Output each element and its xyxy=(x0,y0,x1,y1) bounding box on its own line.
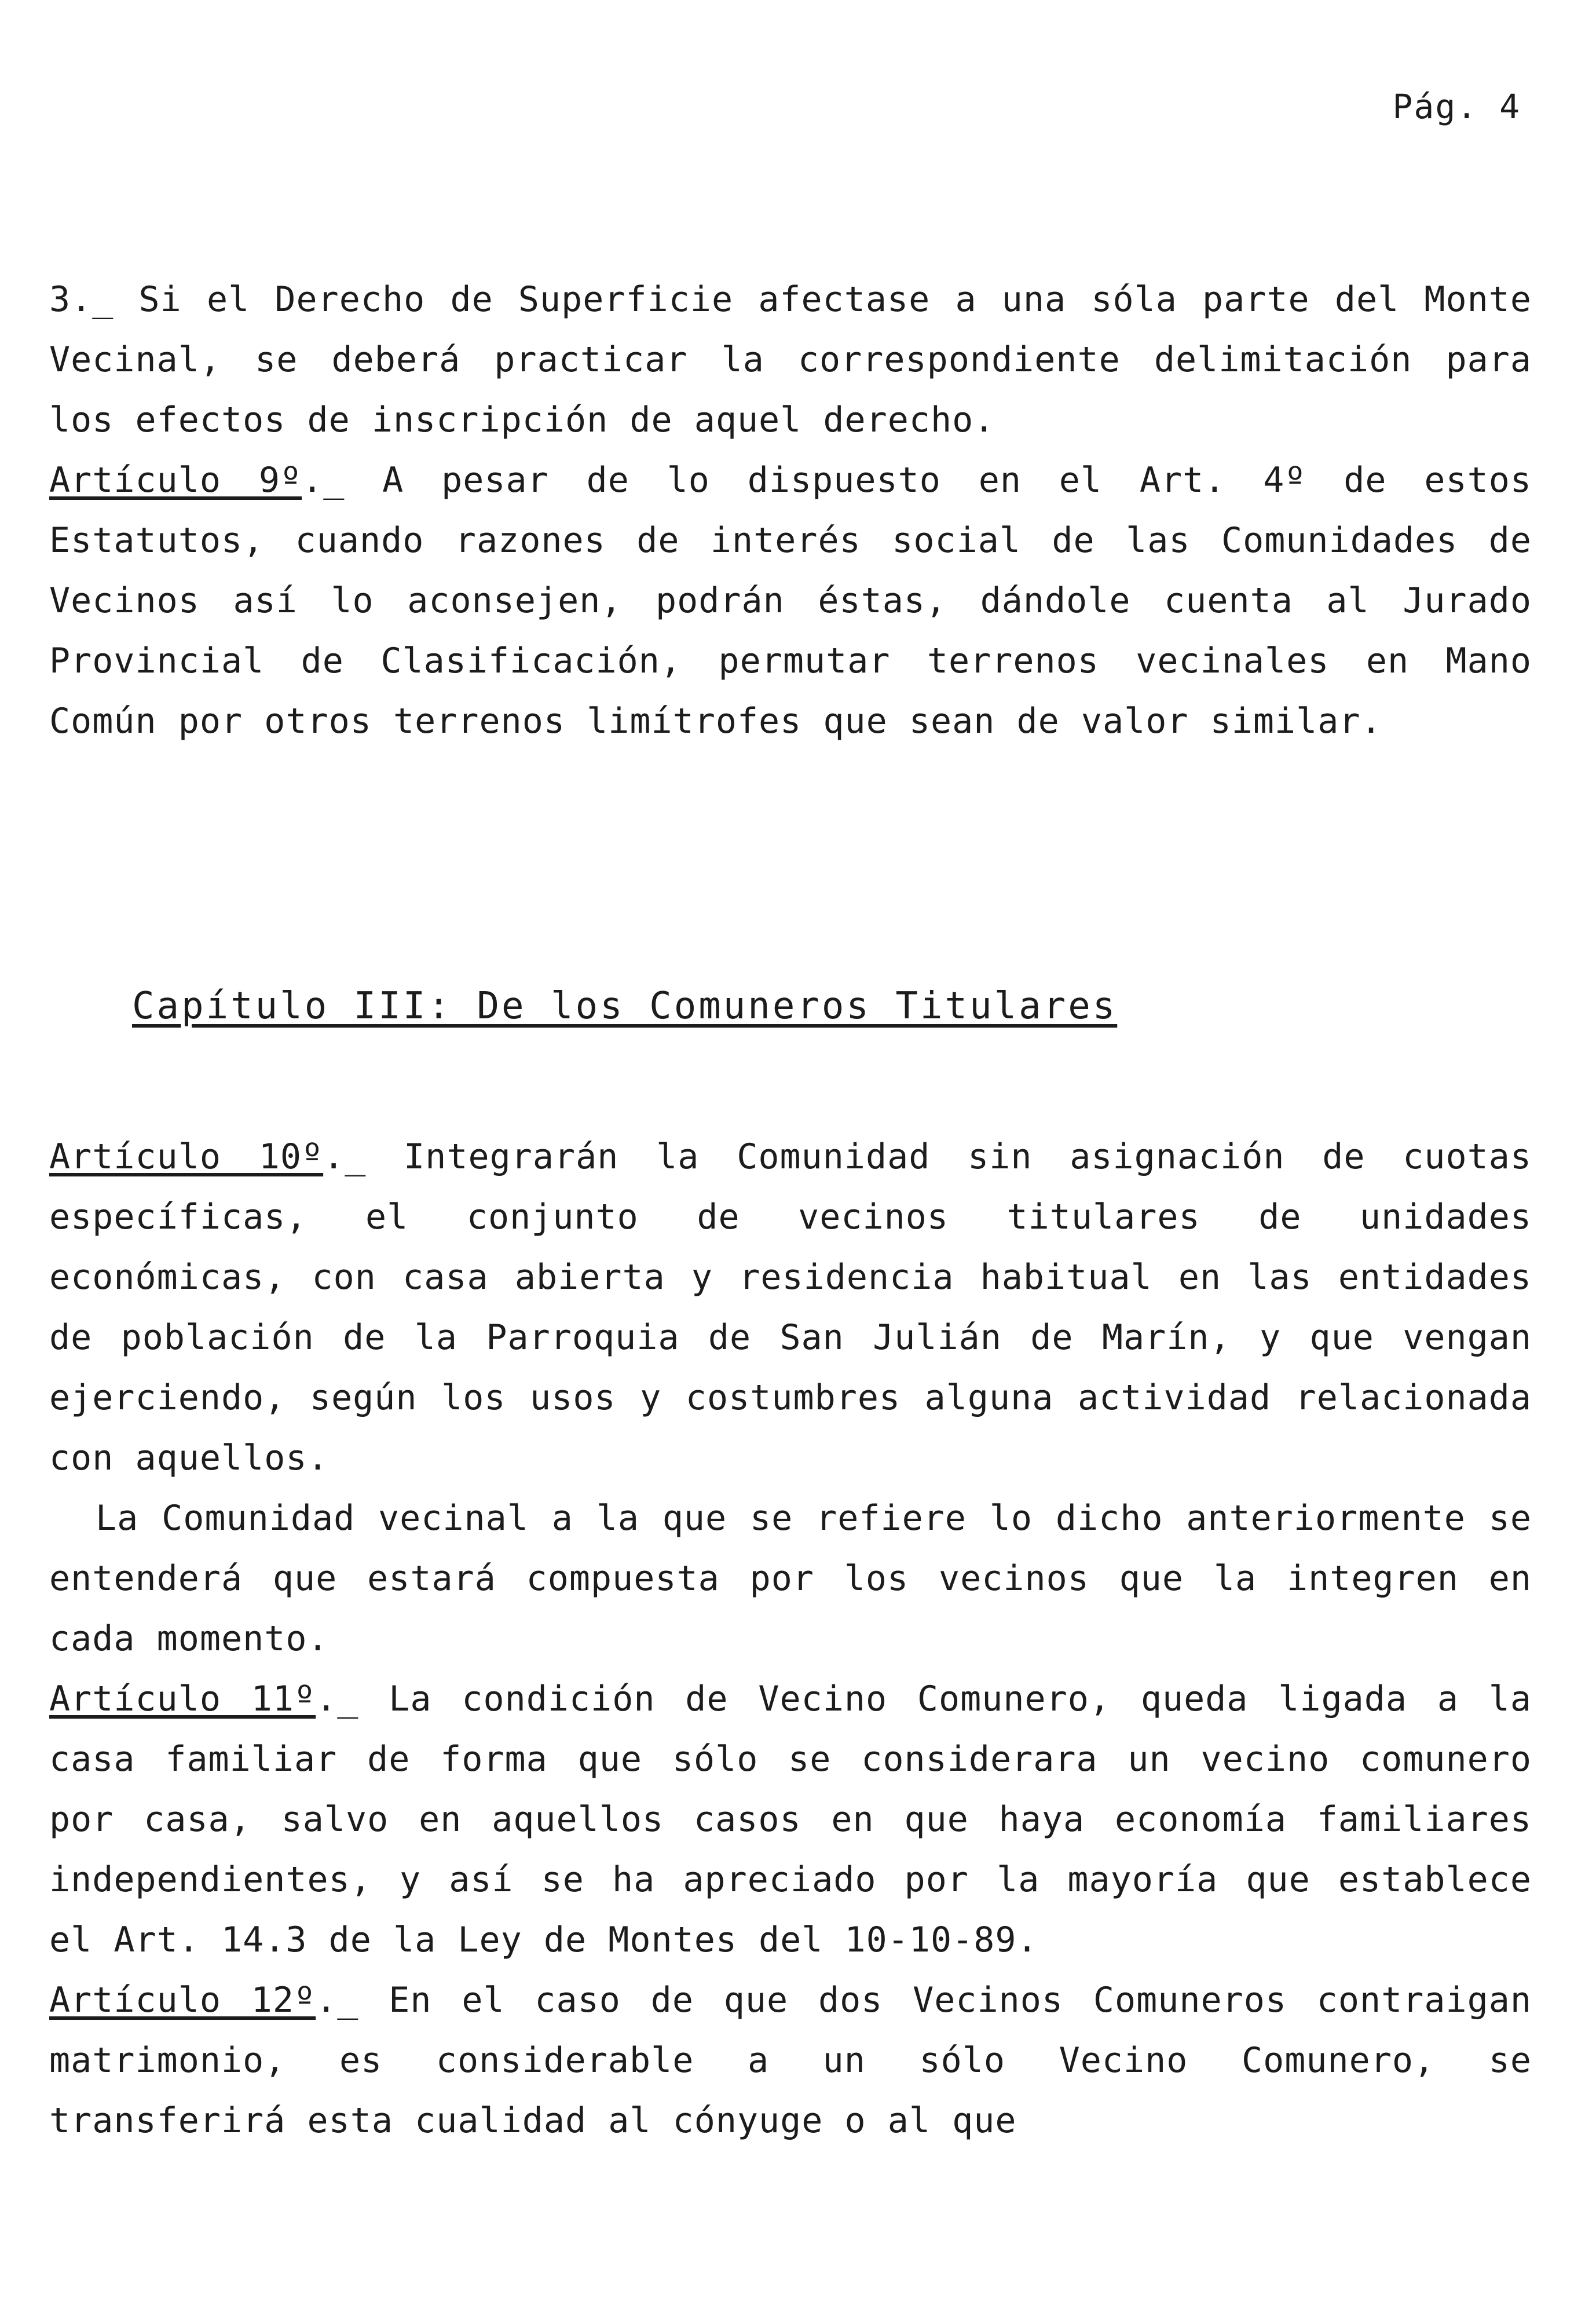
article-11-separator: ._ xyxy=(316,1679,389,1719)
article-12-heading: Artículo 12º xyxy=(49,1980,316,2020)
article-11-heading: Artículo 11º xyxy=(49,1679,316,1719)
article-11-text: La condición de Vecino Comunero, queda ligada a la casa familiar de forma que sólo se considerara un vecino comunero por casa, salvo en aquellos casos en que haya economía familiares independientes, y así se ha apreciado por la mayoría que establece el Art. 14.3 de la Ley de Montes del 10-10-89. xyxy=(49,1679,1532,1960)
article-11 xyxy=(49,1669,1532,1970)
text-block-lower xyxy=(49,1127,1532,2151)
article-10-text: Integrarán la Comunidad sin asignación de cuotas específicas, el conjunto de vecinos titulares de unidades económicas, con casa abierta y residencia habitual en las entidades de población de la Parroquia de San Julián de Marín, y que vengan ejerciendo, según los usos y costumbres alguna actividad relacionada con aquellos. xyxy=(49,1136,1532,1478)
text-block-upper xyxy=(49,269,1532,751)
paragraph-derecho-superficie: 3._ Si el Derecho de Superficie afectase a una sóla parte del Monte Vecinal, se deberá practicar la correspondiente delimitación para los efectos de inscripción de aquel derecho. xyxy=(49,279,1532,440)
article-10 xyxy=(49,1127,1532,1488)
chapter-title: Capítulo III: De los Comuneros Titulares xyxy=(132,985,1118,1028)
article-9-text: A pesar de lo dispuesto en el Art. 4º de estos Estatutos, cuando razones de interés social de las Comunidades de Vecinos así lo aconsejen, podrán éstas, dándole cuenta al Jurado Provincial de Clasificación, permutar terrenos vecinales en Mano Común por otros terrenos limítrofes que sean de valor similar. xyxy=(49,460,1532,741)
article-9-separator: ._ xyxy=(302,460,383,500)
article-9-heading: Artículo 9º xyxy=(49,460,302,500)
article-10-heading: Artículo 10º xyxy=(49,1136,324,1177)
article-10-separator: ._ xyxy=(323,1136,404,1177)
article-12 xyxy=(49,1970,1532,2151)
article-12-separator: ._ xyxy=(316,1980,389,2020)
article-9 xyxy=(49,450,1532,751)
article-10-paragraph-2: La Comunidad vecinal a la que se refiere lo dicho anteriormente se entenderá que estará compuesta por los vecinos que la integren en cada momento. xyxy=(49,1498,1532,1659)
article-12-text: En el caso de que dos Vecinos Comuneros contraigan matrimonio, es considerable a un sólo Vecino Comunero, se transferirá esta cualidad al cónyuge o al que xyxy=(49,1980,1532,2141)
page-number: Pág. 4 xyxy=(1392,87,1521,126)
